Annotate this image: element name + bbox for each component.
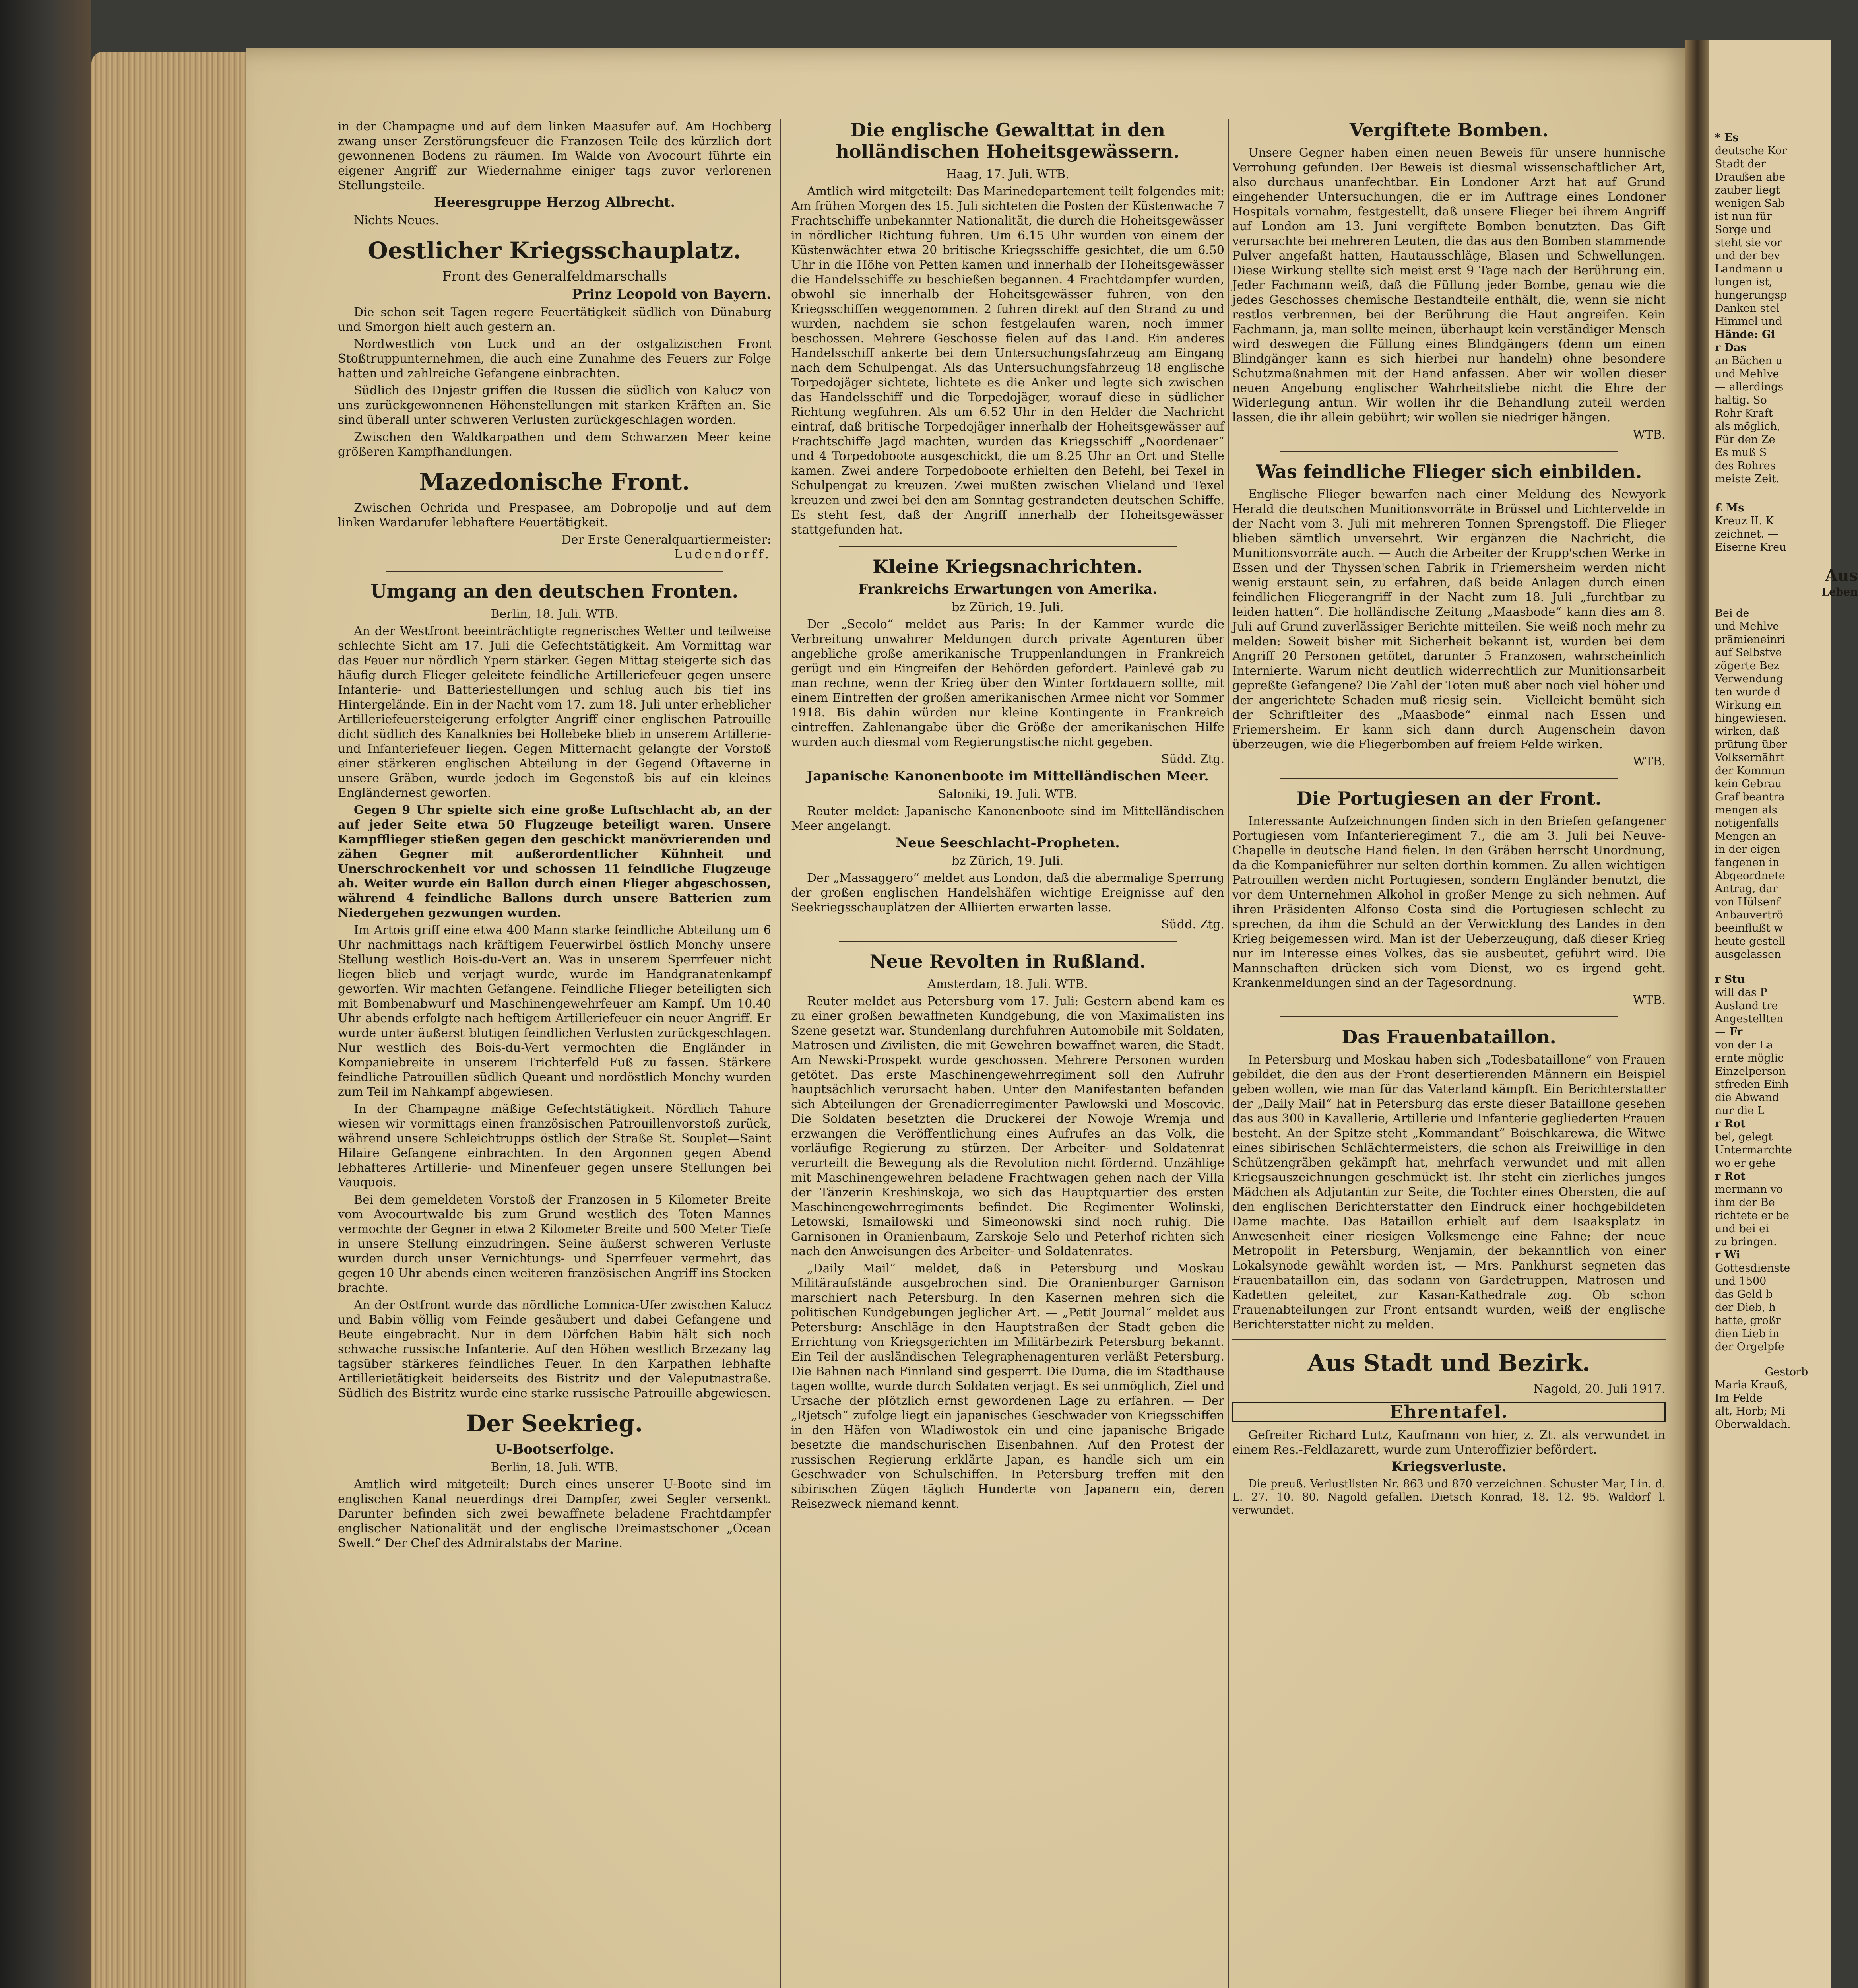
text-line: an Bächen u (1715, 355, 1782, 367)
text-line: wo er gehe (1715, 1157, 1776, 1169)
text-line: Mengen an (1715, 830, 1776, 843)
text-line: auf Selbstve (1715, 646, 1782, 659)
text-line: als möglich, (1715, 420, 1780, 433)
divider (1280, 1016, 1618, 1017)
text-line: Draußen abe (1715, 171, 1786, 183)
article-headline: Neue Revolten in Rußland. (869, 951, 1146, 972)
text-line: mengen als (1715, 804, 1777, 816)
text-line: r Rot (1715, 1118, 1746, 1130)
source-credit: WTB. (1633, 755, 1666, 769)
article-text: Gefreiter Richard Lutz, Kaufmann von hier, z. Zt. als verwundet in einem Res.-Feldlazarett, wurde zum Unteroffizier befördert. (1232, 1428, 1666, 1457)
text-line: hungerungsp (1715, 289, 1787, 301)
divider (839, 546, 1177, 547)
subheading: Heeresgruppe Herzog Albrecht. (434, 194, 675, 210)
text-line: und Mehlve (1715, 620, 1779, 633)
text-line: Graf beantra (1715, 791, 1785, 803)
article-text: Unsere Gegner haben einen neuen Beweis für unsere hunnische Verrohung gefunden. Der Beweis ist diesmal wissenschaftlicher Art, also durchaus unanfechtbar. Ein Londoner Arzt hat auf Grund eingehender Untersuchungen, die er im Auftrage eines Londoner Hospitals vornahm, festgestellt, daß unsere Flieger bei ihrem Angriff auf London am 13. Juni vergiftete Bomben benutzten. Das Gift verursachte bei mehreren Leuten, die das aus den Bomben stammende Pulver angefaßt hatten, Hautausschläge, Blasen und Schwellungen. Diese Wirkung stellte sich meist erst 9 Tage nach der Berührung ein. Jeder Fachmann weiß, daß die Füllung jeder Bombe, genau wie die jedes Geschosses chemische Bestandteile enthält, die, wenn sie nicht restlos verbrennen, bei der Berührung die Haut angreifen. Kein Fachmann, ja, man sollte meinen, überhaupt kein verständiger Mensch wird deswegen die Füllung eines Blindgängers (denn um einen Blindgänger kann es sich hierbei nur handeln) ohne besondere Schutzmaßnahmen mit der Hand anfassen. Aber wir wollen dieser neuen Angebung englischer Wahrheitsliebe nicht die Ehre der Widerlegung antun. Wir wollen ihr die Behandlung zuteil werden lassen, die ihr allein gebührt; wir wollen sie niedriger hängen. (1232, 146, 1666, 425)
source-credit: WTB. (1633, 993, 1666, 1007)
text-line: Bei de (1715, 607, 1749, 619)
article-headline: Das Frauenbataillon. (1342, 1026, 1556, 1048)
text-line: von der La (1715, 1039, 1773, 1051)
text-line: meiste Zeit. (1715, 473, 1780, 485)
text-line: r Stu (1715, 973, 1745, 986)
text-line: ernte möglic (1715, 1052, 1784, 1064)
subheading: Kriegsverluste. (1391, 1459, 1507, 1475)
text-line: lungen ist, (1715, 276, 1773, 288)
text-line: von Hülsenf (1715, 896, 1780, 908)
text-line: Himmel und (1715, 315, 1782, 328)
text-line: wenigen Sab (1715, 197, 1785, 210)
dateline: Haag, 17. Juli. WTB. (946, 167, 1069, 181)
section-heading: Aus Stadt und Bezirk. (1307, 1349, 1590, 1376)
article-headline: Vergiftete Bomben. (1349, 119, 1549, 141)
article-text: Gegen 9 Uhr spielte sich eine große Luftschlacht ab, an der auf jeder Seite etwa 50 Flugzeuge beteiligt waren. Unsere Kampfflieger stießen gegen den geschickt manövrierenden und zähen Gegner mit außerordentlicher Kühnheit und Unerschrockenheit vor und schossen 11 feindliche Flugzeuge ab. Weiter wurde ein Ballon durch einen Flieger abgeschossen, während 4 feindliche Ballons durch unsere Batterien zum Niedergehen gezwungen wurden. (338, 803, 771, 920)
text-line: Rohr Kraft (1715, 407, 1773, 419)
section-heading: Kleine Kriegsnachrichten. (873, 556, 1143, 577)
article-text: Interessante Aufzeichnungen finden sich in den Briefen gefangener Portugiesen vom Infanterieregiment 7., die am 3. Juli bei Neuve-Chapelle in deutsche Hand fielen. In den Gräben herrscht Unordnung, da die Kompanieführer nur selten dorthin kommen. Zu allen wichtigen Patrouillen werden nicht Portugiesen, sondern Engländer benutzt, die vor dem Unternehmen Alkohol in großer Menge zu sich nehmen. Auf ihren Präsidenten Alfonso Costa sind die Portugiesen schlecht zu sprechen, da ihm die Schuld an der Verwicklung des Landes in den Krieg beigemessen wird. Man ist der Ueberzeugung, daß dieser Krieg nur im Interesse eines Volkes, das sie ausbeutet, geführt wird. Die Mannschaften drücken sich vom Dienst, wo es irgend geht. Krankenmeldungen sind an der Tagesordnung. (1232, 814, 1666, 990)
dateline: Nagold, 20. Juli 1917. (1533, 1382, 1666, 1396)
text-line: und bei ei (1715, 1223, 1769, 1235)
text-line: dien Lieb in (1715, 1328, 1780, 1340)
article-text: in der Champagne und auf dem linken Maasufer auf. Am Hochberg zwang unser Zerstörungsfeuer die Franzosen Teile des kürzlich dort gewonnenen Bodens zu räumen. Im Walde von Avocourt führte ein eigener Angriff zur Wiedernahme einiger tags zuvor verlorenen Stellungsteile. (338, 120, 771, 192)
honor-roll-heading: Ehrentafel. (1232, 1402, 1666, 1422)
text-line: Angestellten (1715, 1013, 1784, 1025)
article-text: Reuter meldet aus Petersburg vom 17. Juli: Gestern abend kam es zu einer großen bewaffneten Kundgebung, die von Maximalisten ins Szene gesetzt war. Stundenlang durchfuhren Automobile mit Soldaten, Matrosen und Zivilisten, die mit Gewehren bewaffnet waren, die Stadt. Am Newski-Prospekt wurde geschossen. Mehrere Personen wurden getötet. Das erste Maschinengewehrregiment soll den Aufruhr hauptsächlich verursacht haben. Unter den Manifestanten befanden sich Abteilungen der Grenadierregimenter Pawlowski und Moscovic. Die Soldaten besetzten die Druckerei der Nowoje Wremja und erzwangen die Veröffentlichung eines Aufrufes an das Volk, die vorläufige Regierung zu stürzen. Der Arbeiter- und Soldatenrat verurteilt die Bewegung als die Revolution nicht fördernd. Unzählige mit Maschinengewehren beladene Frachtwagen gehen nach der Villa der Tänzerin Kreshinskoja, wo sich das Hauptquartier des ersten Maschinengewehrregiments befindet. Die Regimenter Wolinski, Letowski, Ismailowski und Simeonowski sind noch ruhig. Die Garnisonen in Oranienbaum, Zarskoje Selo und Peterhof richten sich nach den Anweisungen des Arbeiter- und Soldatenrates. (791, 994, 1224, 1258)
text-line: Gottesdienste (1715, 1262, 1790, 1274)
article-text: Bei dem gemeldeten Vorstoß der Franzosen in 5 Kilometer Breite vom Avocourtwalde bis zum Grund westlich des Toten Mannes vermochte der Gegner in etwa 2 Kilometer Breite und 500 Meter Tiefe in unsere Stellung einzudringen. Seine äußerst schweren Verluste wurden durch unser Vernichtungs- und Sperrfeuer vermehrt, das gegen 10 Uhr abends einen weiteren französischen Angriff ins Stocken brachte. (338, 1193, 771, 1295)
column-3 (1232, 119, 1666, 1988)
article-text: Amtlich wird mitgeteilt: Durch eines unserer U-Boote sind im englischen Kanal neuerdings drei Dampfer, zwei Segler versenkt. Darunter befinden sich zwei bewaffnete beladene Frachtdampfer englischer Nationalität und der englische Dreimastschoner „Ocean Swell.“ Der Chef des Admiralstabs der Marine. (338, 1477, 771, 1550)
dateline: Berlin, 18. Juli. WTB. (491, 1460, 619, 1474)
text-line: will das P (1715, 986, 1767, 999)
text-line: * Es (1715, 132, 1739, 144)
divider (1232, 1339, 1666, 1340)
source-credit: Südd. Ztg. (1161, 918, 1224, 932)
section-heading: Aus (1825, 566, 1858, 585)
article-headline: Umgang an den deutschen Fronten. (370, 580, 739, 602)
text-line: und der bev (1715, 250, 1780, 262)
subheading: Japanische Kanonenboote im Mittelländischen Meer. (807, 768, 1209, 784)
text-line: deutsche Kor (1715, 145, 1787, 157)
article-headline: Die Portugiesen an der Front. (1296, 788, 1602, 809)
text-line: wirken, daß (1715, 725, 1780, 738)
text-line: Maria Krauß, (1715, 1379, 1788, 1391)
signature-name: Ludendorff. (674, 547, 771, 561)
article-text: Der „Secolo“ meldet aus Paris: In der Kammer wurde die Verbreitung unwahrer Meldungen durch private Agenturen über angebliche große amerikanische Truppenlandungen in Frankreich gerügt und ein Eingreifen der Behörden gefordert. Painlevé gab zu man rechne, wenn der Krieg über den Winter fortdauern sollte, mit einem Eintreffen der großen amerikanischen Armee nicht vor Sommer 1918. Bis dahin würden nur kleine Kontingente in Frankreich eintreffen. Zahlenangabe über die Größe der amerikanischen Hilfe wurden auch diesmal vom Regierungstische nicht gegeben. (791, 617, 1224, 749)
article-text: Englische Flieger bewarfen nach einer Meldung des Newyork Herald die deutschen Munitionsvorräte in Brüssel und Lichtervelde in der Nacht vom 3. Juli mit mehreren Tonnen Sprengstoff. Die Flieger blieben sämtlich unversehrt. Wir ergänzen die Nachricht, die Munitionsvorräte auch. — Auch die Arbeiter der Krupp'schen Werke in Essen und der Thyssen'schen Fabrik in Friemersheim werden nicht wenig erstaunt sein, zu erfahren, daß beide Anlagen durch einen feindlichen Fliegerangriff in der Nacht zum 18. Juli „furchtbar zu leiden hatten“. Die holländische Zeitung „Maasbode“ kann dies am 8. Juli auf Grund zuverlässiger Berichte mitteilen. Sie weiß noch mehr zu melden: Soweit bisher mit Sicherheit bekannt ist, wurden bei dem Angriff 20 Personen getötet, darunter 5 Franzosen, wahrscheinlich Internierte. Warum nicht deutlich widerrechtlich zur Munitionsarbeit gepreßte Gefangene? Die Zahl der Toten muß aber noch viel höher und der angerichtete Schaden muß riesig sein. — Vielleicht bemüht sich der Schriftleiter des „Maasbode“ einmal nach Essen und Friemersheim. Er kann sich dann durch Augenschein davon überzeugen, wie die Fliegerbomben auf freiem Felde wirken. (1232, 487, 1666, 751)
source-credit: WTB. (1633, 428, 1666, 442)
text-line: Einzelperson (1715, 1065, 1786, 1077)
article-text: Nordwestlich von Luck und an der ostgalizischen Front Stoßtruppunternehmen, die auch eine Zunahme des Feuers zur Folge hatten und zahlreiche Gefangene einbrachten. (338, 337, 771, 381)
subheading: U-Bootserfolge. (495, 1441, 614, 1457)
divider (1280, 451, 1618, 452)
article-text: Amtlich wird mitgeteilt: Das Marinedepartement teilt folgendes mit: Am frühen Morgen des 15. Juli sichteten die Posten der Küstenwache 7 Frachtschiffe unbekannter Nationalität, die durch die Hoheitsgewässer in nördlicher Richtung fuhren. Um 6.15 Uhr wurden von einem der Küstenwächter etwa 20 britische Kriegsschiffe gesichtet, die um 6.50 Uhr in die Höhe von Petten kamen und innerhalb der Hoheitsgewässer die Handelsschiffe zu beschießen begannen. 4 Frachtdampfer wurden, obwohl sie innerhalb der Hoheitsgewässer fuhren, von den Kriegsschiffen weggenommen. 2 fuhren direkt auf den Strand zu und wurden, nachdem sie schon festgelaufen waren, noch immer beschossen. Mehrere Geschosse fielen auf das Land. Ein anderes Handelsschiff ankerte bei dem Untersuchungsfahrzeug am Eingang nach dem Schulpengat. Als das Untersuchungsfahrzeug 18 englische Torpedojäger sichtete, lichtete es die Anker und legte sich zwischen das Handelsschiff und die Torpedojäger, worauf diese in südlicher Richtung wegfuhren. Als um 6.52 Uhr in den Helder die Nachricht eintraf, daß britische Torpedojäger innerhalb der Hoheitsgewässer auf Frachtschiffe Jagd machten, wurden das Kriegsschiff „Noordenaer“ und 4 Torpedoboote ausgeschickt, die um 8.25 Uhr an Ort und Stelle kamen. Zwei andere Torpedoboote erhielten den Befehl, bei Texel in Schulpengat zu kreuzen. Zwei mußten zwischen Vlieland und Texel kreuzen und zwei bei den am Sonntag gestrandeten deutschen Schiffe. Es steht fest, daß der Angriff innerhalb der Hoheitsgewässer stattgefunden hat. (791, 184, 1224, 537)
section-heading: Mazedonische Front. (419, 468, 690, 495)
text-line: — Fr (1715, 1026, 1743, 1038)
text-line: ist nun für (1715, 210, 1772, 223)
text-line: zu bringen. (1715, 1236, 1777, 1248)
text-line: ten wurde d (1715, 686, 1781, 698)
text-line: das Geld b (1715, 1288, 1773, 1301)
article-headline: Was feindliche Flieger sich einbilden. (1256, 461, 1642, 482)
text-line: r Rot (1715, 1170, 1746, 1182)
text-line: hatte, großr (1715, 1314, 1781, 1327)
column-rule (1228, 119, 1229, 1988)
article-text: Nichts Neues. (354, 214, 439, 227)
article-headline: Die englische Gewalttat in den holländischen Hoheitsgewässern. (836, 119, 1180, 162)
section-heading: Leben (1821, 586, 1858, 598)
text-line: Anbauvertrö (1715, 909, 1783, 921)
text-line: hingewiesen. (1715, 712, 1787, 724)
article-text: Die preuß. Verlustlisten Nr. 863 und 870 verzeichnen. Schuster Mar, Lin. d. L. 27. 10. 80. Nagold gefallen. Dietsch Konrad, 18. 12. 95. Waldorf l. verwundet. (1232, 1478, 1666, 1516)
text-line: Hände: Gi (1715, 328, 1775, 341)
facing-page (1709, 40, 1858, 1988)
text-line: der Kommun (1715, 765, 1785, 777)
subheading: Front des Generalfeldmarschalls (442, 268, 667, 284)
subheading: Frankreichs Erwartungen von Amerika. (858, 581, 1157, 597)
text-line: beeinflußt w (1715, 922, 1783, 934)
article-text: Der „Massaggero“ meldet aus London, daß die abermalige Sperrung der großen englischen Handelshäfen wichtige Ereignisse auf den Seekriegsschauplätzen der Alliierten erwarten lasse. (791, 871, 1224, 914)
divider (839, 941, 1177, 942)
text-line: Kreuz II. K (1715, 515, 1774, 527)
dateline: bz Zürich, 19. Juli. (952, 600, 1064, 614)
text-line: Im Felde (1715, 1392, 1763, 1404)
dateline: Amsterdam, 18. Juli. WTB. (927, 977, 1088, 991)
source-credit: Südd. Ztg. (1161, 752, 1224, 766)
facing-page-column (1715, 131, 1858, 1988)
article-text: An der Westfront beeinträchtigte regnerisches Wetter und teilweise schlechte Sicht am 17. Juli die Gefechtstätigkeit. Am Vormittag war das Feuer nur nördlich Ypern stärker. Gegen Mittag steigerte sich das häufig durch Flieger geleitete feindliche Artilleriefeuer gegen unsere Infanterie- und Batteriestellungen und schlug auch bis tief ins Hintergelände. Ein in der Nacht vom 17. zum 18. Juli unter erheblicher Artilleriefeuersteigerung erfolgter Angriff einer englischen Patrouille dicht südlich des Kanalknies bei Hollebeke blieb in unserem Artillerie- und Infanteriefeuer liegen. Gegen Mitternacht gelangte der Vorstoß einer stärkeren englischen Abteilung in der Gegend Oftaverne in unsere Gräben, wurde jedoch im Gegenstoß bis auf ein kleines Engländernest geworfen. (338, 624, 771, 800)
text-line: Für den Ze (1715, 433, 1775, 446)
section-heading: Oestlicher Kriegsschauplatz. (368, 237, 741, 264)
book-binding (0, 0, 91, 1988)
divider (1280, 778, 1618, 779)
text-line: r Das (1715, 342, 1747, 354)
text-line: Sorge und (1715, 223, 1771, 236)
signature-title: Der Erste Generalquartiermeister: (561, 533, 771, 547)
text-line: Volksernährt (1715, 751, 1785, 764)
text-line: prüfung über (1715, 738, 1787, 751)
article-text: In der Champagne mäßige Gefechtstätigkeit. Nördlich Tahure wiesen wir vormittags einen französischen Patrouillenvorstoß zurück, während unsere Schleichtrupps östlich der Straße St. Souplet—Saint Hilaire Gefangene einbrachten. In den Argonnen gegen Abend lebhafteres Artillerie- und Minenfeuer gegen unsere Stellungen bei Vauquois. (338, 1102, 771, 1190)
book-gutter (1685, 40, 1709, 1988)
text-line: mermann vo (1715, 1183, 1783, 1196)
page-edges (91, 52, 250, 1988)
text-line: Stadt der (1715, 158, 1766, 170)
text-line: Gestorb (1765, 1366, 1808, 1378)
article-text: In Petersburg und Moskau haben sich „Todesbataillone“ von Frauen gebildet, die den aus der Front desertierenden Männern ein Beispiel geben wollen, wie man für das Vaterland kämpft. Ein Berichterstatter der „Daily Mail“ hat in Petersburg das erste dieser Bataillone gesehen das aus 300 in Kavallerie, Artillerie und Infanterie gegliederten Frauen besteht. An der Spitze steht „Kommandant“ Boischkarewa, die Witwe eines sibirischen Schlächtermeisters, die schon als Freiwillige in den Schützengräben gekämpft hat, mehrfach verwundet und mit allen Kriegsauszeichnungen geschmückt ist. Ihr steht ein zierliches junges Mädchen als Adjutantin zur Seite, die Tochter eines Obersten, die auf den englischen Berichterstatter den Eindruck einer hochgebildeten Dame machte. Das Bataillon erhielt auf dem Isaaksplatz in Anwesenheit einer riesigen Volksmenge eine Fahne; der neue Metropolit in Petersburg, Wenjamin, der bekanntlich von einer Lokalsynode gewählt worden ist, — Mrs. Pankhurst segneten das Frauenbataillon ein, das sodann von Gardetruppen, Matrosen und Kadetten geleitet, zur Kasan-Kathedrale zog. Ob schon Frauenabteilungen zur Front entsandt wurden, weiß der englische Berichterstatter nicht zu melden. (1232, 1053, 1666, 1332)
text-line: bei, gelegt (1715, 1131, 1773, 1143)
text-line: — allerdings (1715, 381, 1784, 393)
text-line: heute gestell (1715, 935, 1786, 947)
column-rule (780, 119, 781, 1988)
text-line: Abgeordnete (1715, 870, 1785, 882)
text-line: £ Ms (1715, 502, 1744, 514)
text-line: haltig. So (1715, 394, 1767, 406)
text-line: und 1500 (1715, 1275, 1767, 1287)
text-line: Antrag, dar (1715, 883, 1778, 895)
text-line: Ausland tre (1715, 1000, 1778, 1012)
article-text: An der Ostfront wurde das nördliche Lomnica-Ufer zwischen Kalucz und Babin völlig vom Feinde gesäubert und dabei Gefangene und Beute eingebracht. Nur in dem Dörfchen Babin hält sich noch schwache russische Infanterie. Auf den Höhen westlich Brzezany lag tagsüber stärkeres feindliches Feuer. In den Karpathen lebhafte Artillerietätigkeit beiderseits des Bistritz und der Valeputnastraße. Südlich des Bistritz wurde eine starke russische Patrouille abgewiesen. (338, 1298, 771, 1400)
dateline: bz Zürich, 19. Juli. (952, 854, 1064, 868)
text-line: der Orgelpfe (1715, 1341, 1784, 1353)
text-line: Es muß S (1715, 447, 1767, 459)
text-line: des Rohres (1715, 460, 1776, 472)
article-text: Zwischen den Waldkarpathen und dem Schwarzen Meer keine größeren Kampfhandlungen. (338, 430, 771, 459)
text-line: zeichnet. — (1715, 528, 1778, 540)
text-line: in der eigen (1715, 843, 1780, 856)
text-line: zögerte Bez (1715, 660, 1780, 672)
dateline: Saloniki, 19. Juli. WTB. (938, 787, 1078, 801)
text-line: richtete er be (1715, 1209, 1790, 1222)
article-text: „Daily Mail“ meldet, daß in Petersburg und Moskau Militäraufstände ausgebrochen sind. Die Oranienburger Garnison marschiert nach Petersburg. In den Kasernen mehren sich die politischen Kundgebungen jeglicher Art. — „Petit Journal“ meldet aus Petersburg: Anschläge in den Hauptstraßen der Stadt geben die Errichtung von Kriegsgerichten im Militärbezirk Petersburg bekannt. Ein Teil der ausländischen Telegraphenagenturen verläßt Petersburg. Die Bahnen nach Finnland sind gesperrt. Die Duma, die im Stadthause tagen wollte, wurde durch Soldaten verjagt. Es sei unmöglich, Ziel und Ursache der plötzlich ernst gewordenen Lage zu erfahren. — Der „Rjetsch“ zufolge liegt ein japanisches Geschwader von Kriegsschiffen in den Häfen von Wladiwostok ein und eine japanische Brigade besetzte die mandschurischen Eisenbahnen. Auf den Protest der russischen Regierung erklärte Japan, es handle sich um ein Geschwader von Schulschiffen. In Petersburg treffen mit den sibirischen Zügen täglich Hunderte von Japanern ein, deren Reisezweck niemand kennt. (791, 1262, 1224, 1511)
subheading: Prinz Leopold von Bayern. (572, 286, 771, 302)
text-line: die Abwand (1715, 1091, 1779, 1104)
text-line: nur die L (1715, 1105, 1765, 1117)
text-line: Danken stel (1715, 302, 1780, 315)
divider (386, 571, 723, 572)
article-text: Die schon seit Tagen regere Feuertätigkeit südlich von Dünaburg und Smorgon hielt auch gestern an. (338, 305, 771, 334)
text-line: Landmann u (1715, 263, 1783, 275)
text-line: Oberwaldach. (1715, 1418, 1791, 1431)
text-line: alt, Horb; Mi (1715, 1405, 1785, 1417)
text-line: Wirkung ein (1715, 699, 1782, 711)
text-line: prämieneinri (1715, 633, 1786, 646)
subheading: Neue Seeschlacht-Propheten. (896, 835, 1120, 851)
text-line: kein Gebrau (1715, 778, 1782, 790)
section-heading: Der Seekrieg. (466, 1410, 643, 1437)
text-line: Eiserne Kreu (1715, 541, 1786, 553)
article-text: Im Artois griff eine etwa 400 Mann starke feindliche Abteilung um 6 Uhr nachmittags nach kräftigem Feuerwirbel östlich Monchy unsere Stellung westlich Bois-du-Vert an. Was in unserem Sperrfeuer nicht liegen blieb und verjagt wurde, wurde im Handgranatenkampf geworfen. Wir machten Gefangene. Feindliche Flieger beteiligten sich mit Bombenabwurf und Maschinengewehrfeuer am Kampf. Um 10.40 Uhr abends erfolgte nach heftigem Artilleriefeuer ein neuer Angriff. Er wurde unter äußerst blutigen feindlichen Verlusten zurückgeschlagen. Nur westlich des Bois-du-Vert vermochten die Engländer in Kompaniebreite in unserem Trichterfeld Fuß zu fassen. Stärkere feindliche Patrouillen südlich Queant und nordöstlich Monchy wurden zum Teil im Nahkampf abgewiesen. (338, 923, 771, 1099)
article-text: Südlich des Dnjestr griffen die Russen die südlich von Kalucz von uns zurückgewonnenen Höhenstellungen mit starken Kräften an. Sie sind überall unter schweren Verlusten zurückgeschlagen worden. (338, 384, 771, 427)
article-text: Zwischen Ochrida und Prespasee, am Dobropolje und auf dem linken Wardarufer lebhaftere Feuertätigkeit. (338, 501, 771, 530)
text-line: der Dieb, h (1715, 1301, 1776, 1314)
text-line: fangenen in (1715, 856, 1780, 869)
text-line: zauber liegt (1715, 184, 1780, 196)
text-line: ausgelassen (1715, 948, 1781, 961)
text-line: steht sie vor (1715, 237, 1782, 249)
article-text: Reuter meldet: Japanische Kanonenboote sind im Mittelländischen Meer angelangt. (791, 804, 1224, 833)
text-line: und Mehlve (1715, 368, 1779, 380)
column-2 (791, 119, 1224, 1988)
column-1 (338, 119, 771, 1988)
text-line: stfreden Einh (1715, 1078, 1789, 1091)
text-line: Untermarchte (1715, 1144, 1792, 1156)
text-line: Verwendung (1715, 673, 1783, 685)
dateline: Berlin, 18. Juli. WTB. (491, 607, 619, 621)
text-line: nötigenfalls (1715, 817, 1779, 829)
text-line: r Wi (1715, 1249, 1740, 1261)
text-line: ihm der Be (1715, 1196, 1775, 1209)
